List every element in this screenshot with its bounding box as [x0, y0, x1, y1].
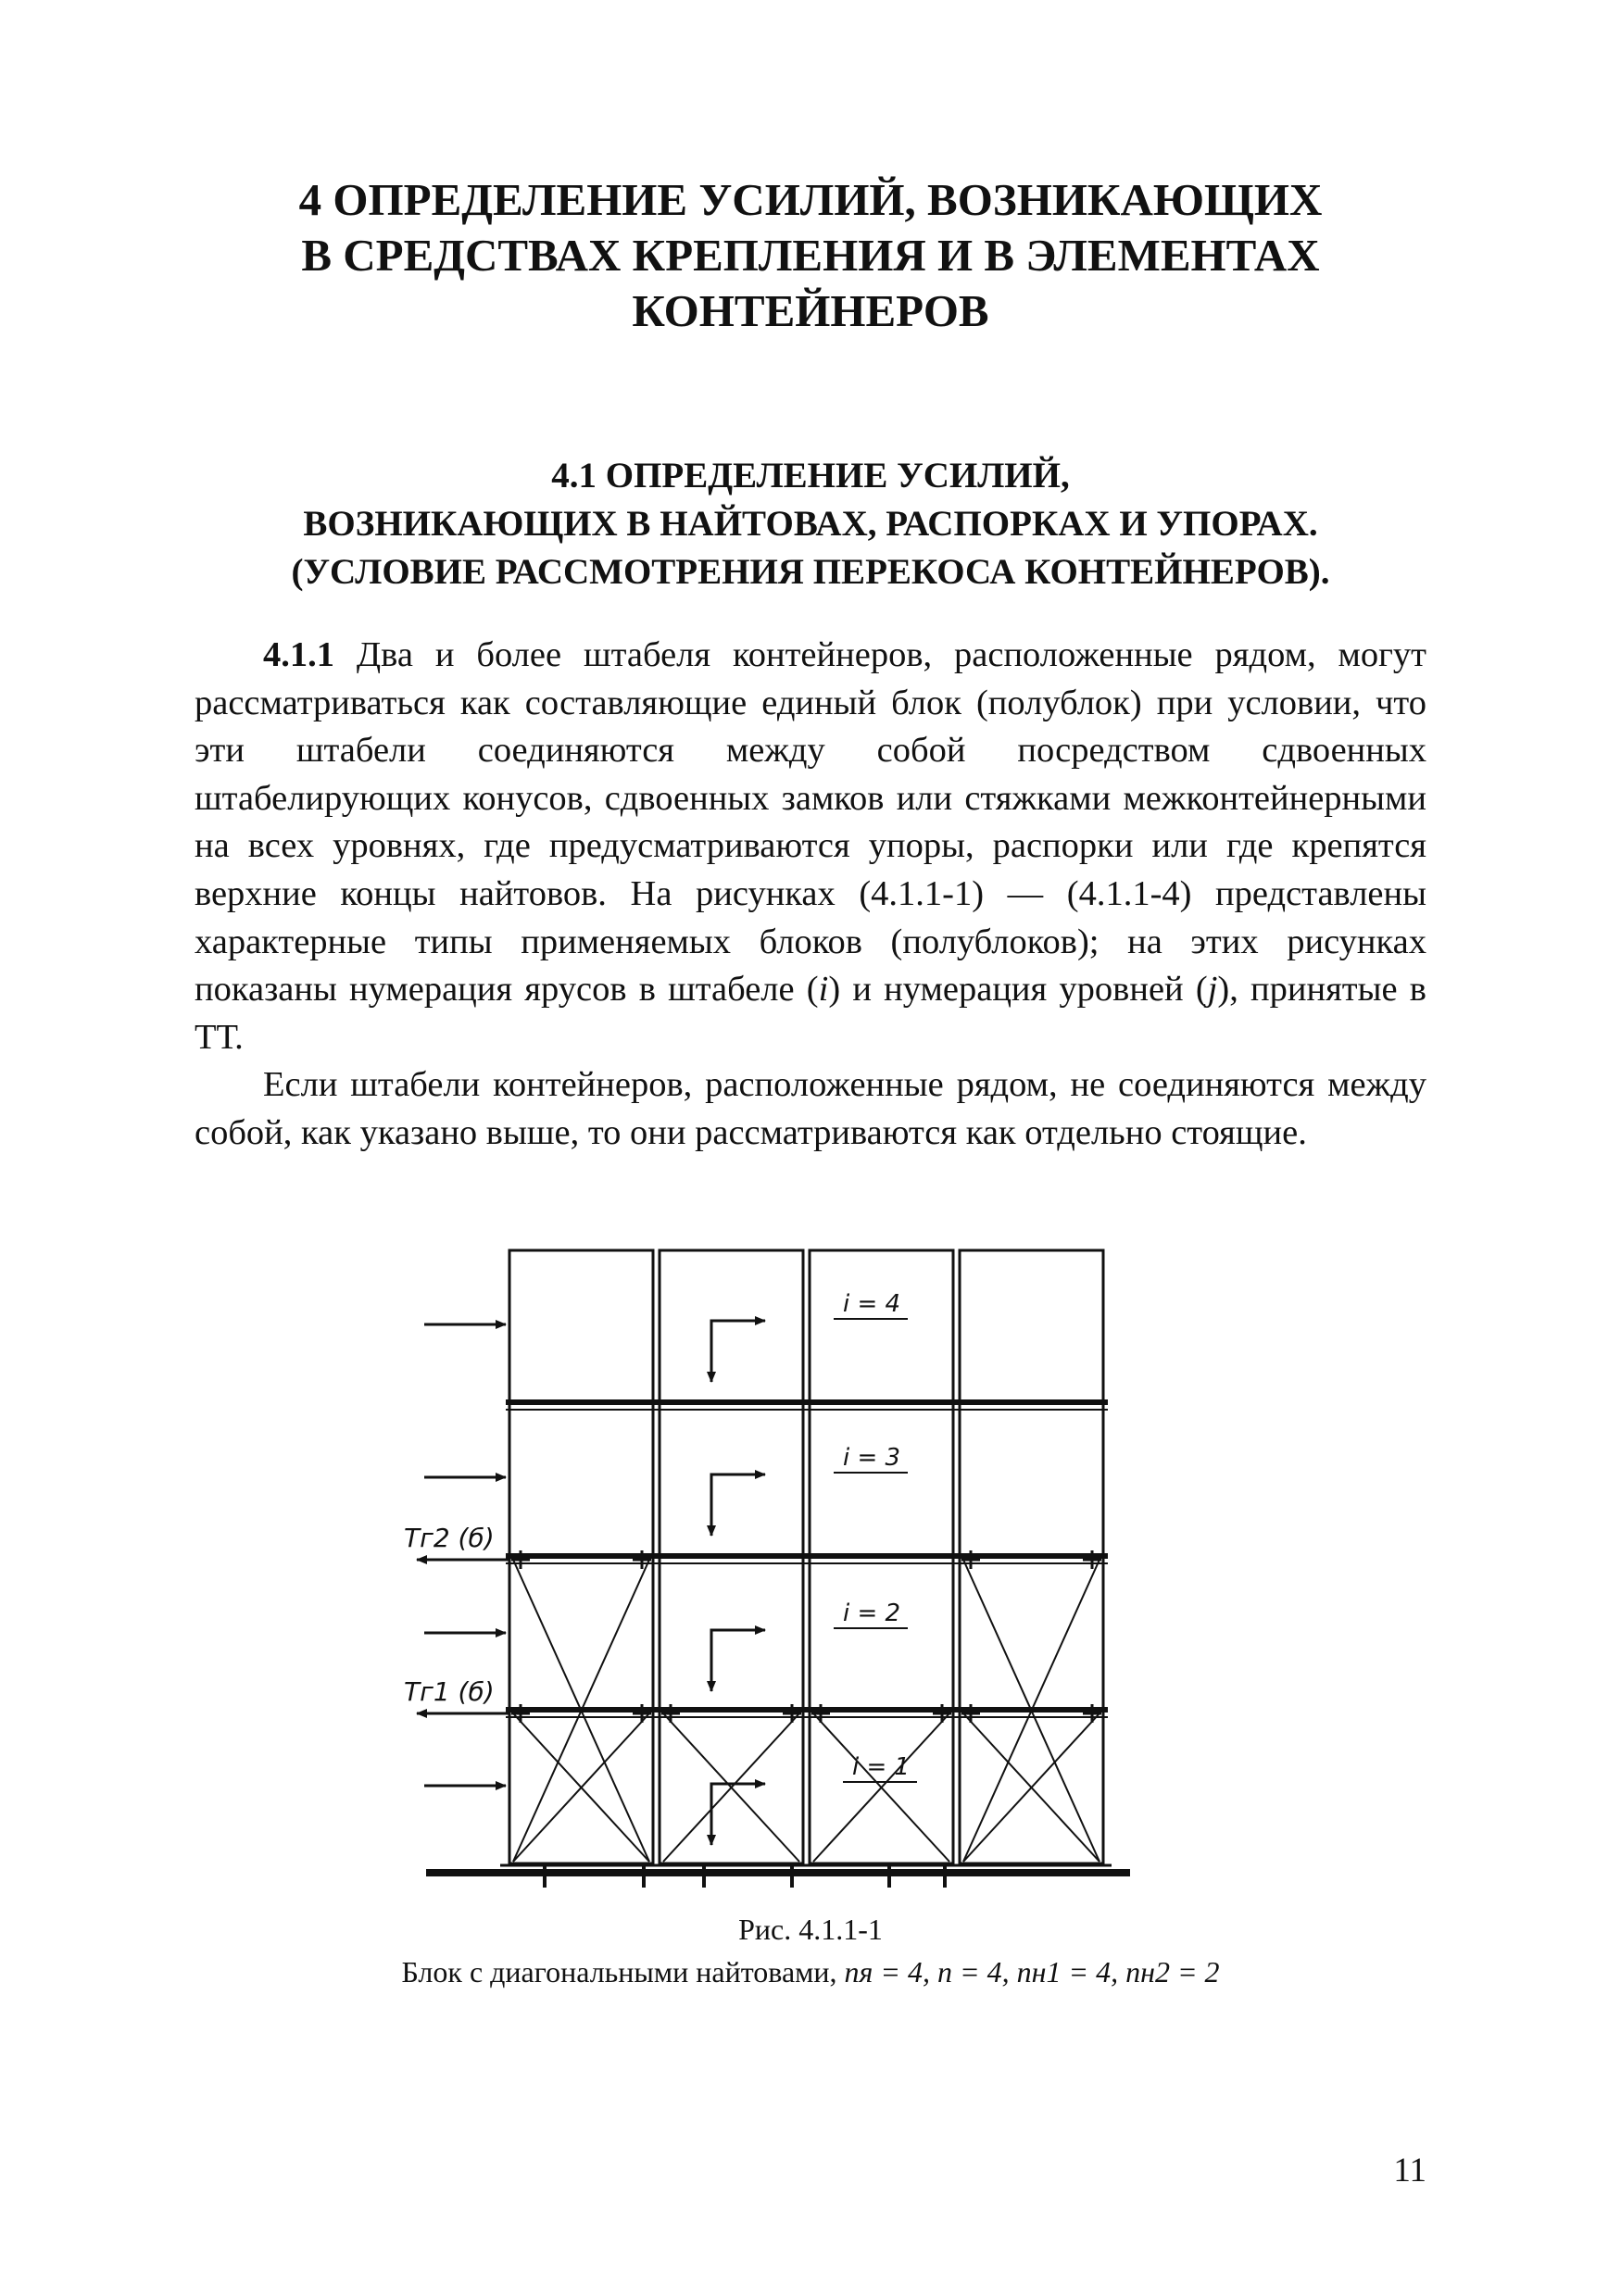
chapter-heading-line: В СРЕДСТВАХ КРЕПЛЕНИЯ И В ЭЛЕМЕНТАХ: [301, 230, 1320, 281]
chapter-heading-line: 4 ОПРЕДЕЛЕНИЕ УСИЛИЙ, ВОЗНИКАЮЩИХ: [298, 174, 1323, 225]
section-heading-line: (УСЛОВИЕ РАССМОТРЕНИЯ ПЕРЕКОСА КОНТЕЙНЕРОВ).: [291, 552, 1330, 592]
section-heading: [185, 452, 1436, 596]
axis-markers: [711, 1321, 765, 1845]
lashing-fittings: [511, 1550, 1101, 1723]
figure-container-block: [389, 1232, 1167, 1899]
force-label-tg1: Tг1 (б): [404, 1676, 495, 1707]
tier-label-1: i = 1: [852, 1753, 911, 1781]
section-heading-line: 4.1 ОПРЕДЕЛЕНИЕ УСИЛИЙ,: [551, 456, 1070, 496]
container-block-diagram: [389, 1232, 1167, 1899]
page-number: 11: [1393, 2152, 1426, 2189]
paragraph-text: Два и более штабеля контейнеров, расположенные рядом, могут рассматриваться как составляющие единый блок (полублок) при условии, что эти штабели соединяются между собой посредством сдвоенных штабелирующих конусов, сдвоенных замков или стяжками межконтейнерными на всех уровнях, где предусматриваются упоры, распорки или где крепятся верхние концы найтовов. На рисунках (4.1.1-1) — (4.1.1-4) представлены характерные типы применяемых блоков (полублоков); на этих рисунках показаны нумерация ярусов в штабеле (: [195, 635, 1426, 1010]
variable-j: j: [1207, 970, 1218, 1010]
tier-level-beams: [506, 1402, 1108, 1710]
tier-label-3: i = 3: [843, 1444, 901, 1472]
figure-number: Рис. 4.1.1-1: [738, 1913, 883, 1946]
chapter-heading-line: КОНТЕЙНЕРОВ: [632, 285, 989, 336]
load-arrows: [424, 1324, 506, 1786]
figure-caption: [185, 1908, 1436, 1993]
paragraph-text: ) и нумерация уровней (: [828, 970, 1208, 1010]
section-heading-line: ВОЗНИКАЮЩИХ В НАЙТОВАХ, РАСПОРКАХ И УПОРАХ.: [303, 504, 1318, 544]
figure-title-text: Блок с диагональными найтовами,: [401, 1955, 845, 1989]
paragraph-4-1-1: [195, 632, 1426, 1061]
variable-i: i: [818, 970, 829, 1010]
paragraph-separate-stacks: Если штабели контейнеров, расположенные рядом, не соединяются между собой, как указано выше, то они рассматриваются как отдельно стоящие.: [195, 1065, 1426, 1152]
paragraph-text: ), принятые в ТТ.: [195, 970, 1426, 1057]
figure-formula: nя = 4, n = 4, nн1 = 4, nн2 = 2: [844, 1955, 1220, 1989]
chapter-heading: [185, 172, 1436, 339]
force-label-tg2: Tг2 (б): [404, 1523, 495, 1553]
clause-number: 4.1.1: [263, 635, 334, 674]
body-text: [195, 632, 1426, 1158]
figure-title: [185, 1951, 1436, 1993]
tier-label-2: i = 2: [843, 1600, 901, 1627]
tier-label-4: i = 4: [843, 1290, 901, 1318]
